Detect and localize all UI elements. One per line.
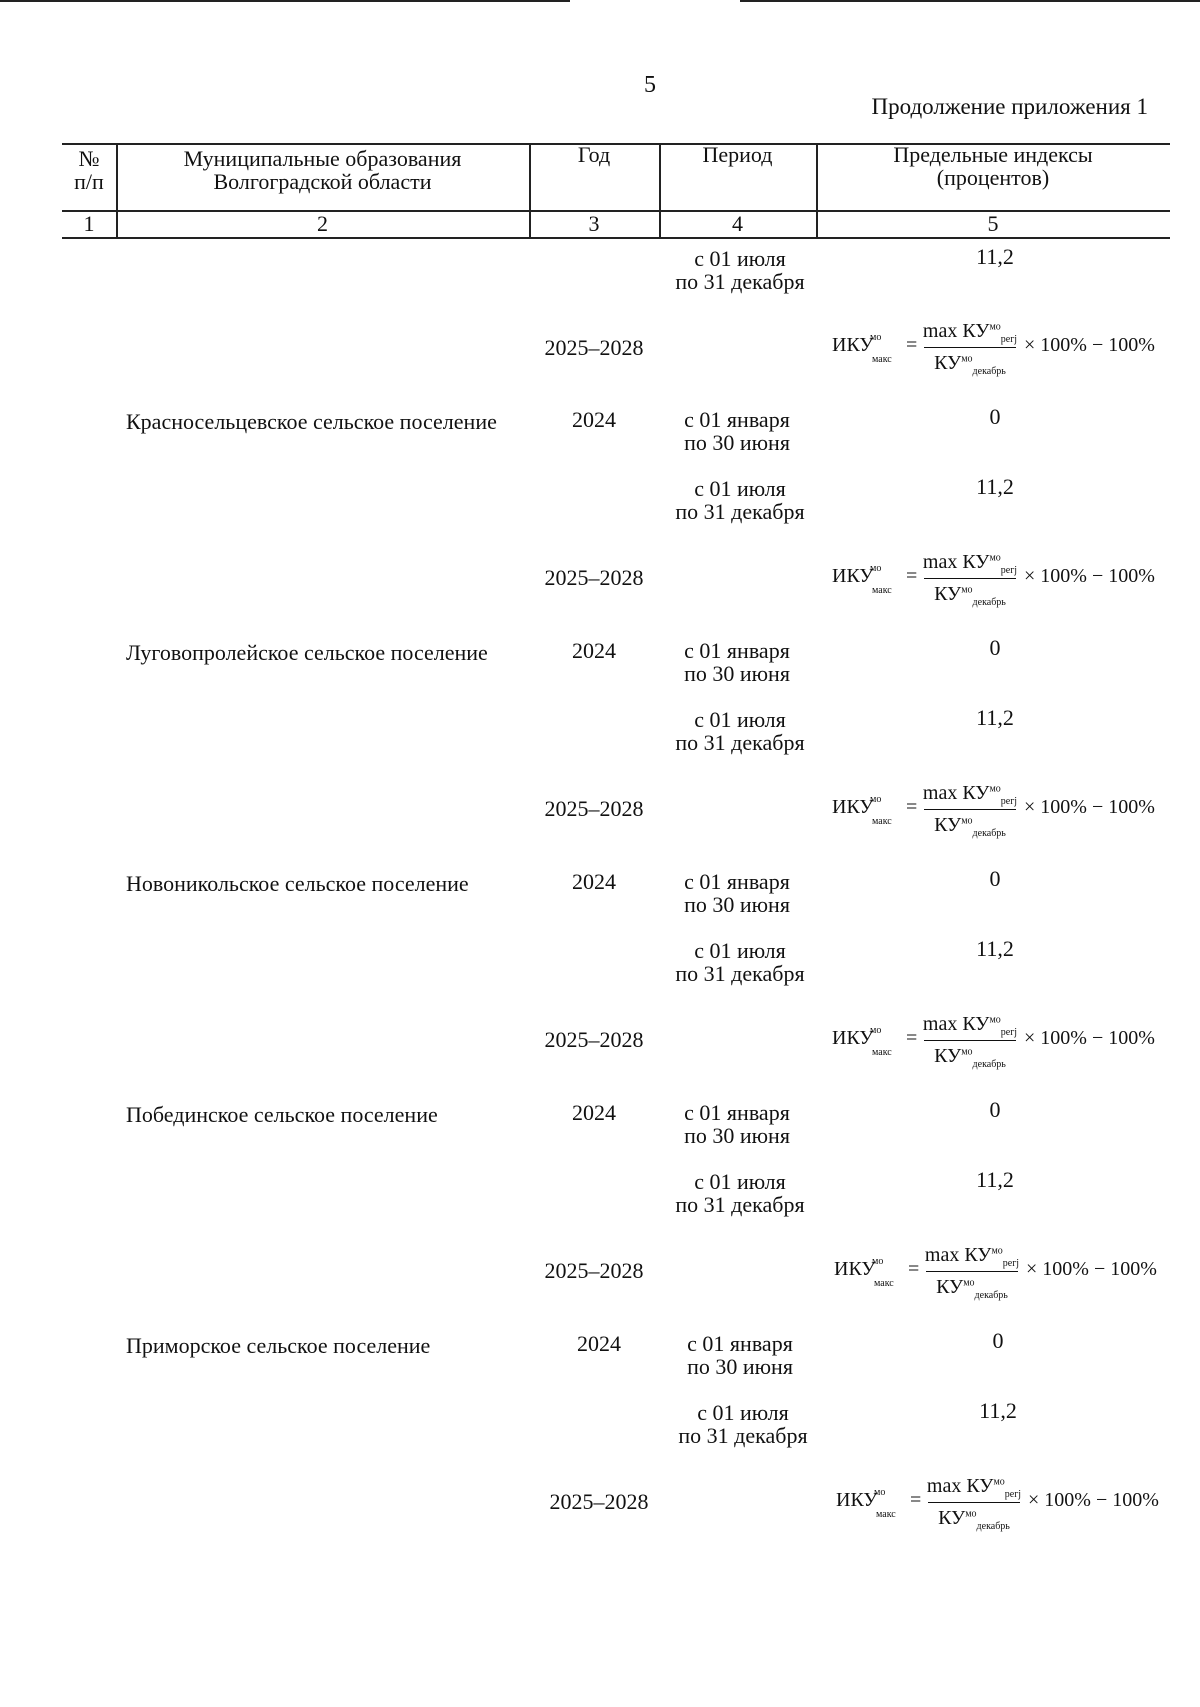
- period-line: по 31 декабря: [675, 961, 805, 986]
- column-number: 2: [317, 211, 328, 236]
- year-cell: 2024: [572, 869, 616, 894]
- period-line: по 30 июня: [684, 661, 790, 686]
- year-cell: 2024: [572, 1100, 616, 1125]
- period-line: с 01 января: [684, 407, 790, 432]
- formula-sub: макс: [874, 1278, 894, 1289]
- period-line: по 31 декабря: [675, 1192, 805, 1217]
- index-formula: [834, 1244, 1194, 1304]
- formula-sup: мо: [870, 563, 882, 574]
- formula-sup: мо: [870, 794, 882, 805]
- year-cell: 2025–2028: [544, 1027, 644, 1052]
- header-text: Волгоградской области: [213, 169, 432, 194]
- municipality-name: Приморское сельское поселение: [126, 1333, 431, 1358]
- header-text: Муниципальные образования: [183, 146, 462, 171]
- page-number: 5: [644, 72, 656, 98]
- formula-numerator: $\max КУ^{мо}_{регj}$: [924, 1244, 1020, 1269]
- municipality-name: Красносельцевское сельское поселение: [126, 409, 497, 434]
- column-number: 5: [987, 211, 999, 236]
- header-col-year: Год: [577, 142, 611, 167]
- year-cell: 2025–2028: [544, 565, 644, 590]
- formula-sup: мо: [874, 1487, 886, 1498]
- header-col-period: Период: [702, 142, 773, 167]
- municipality-name: Луговопролейское сельское поселение: [126, 640, 488, 665]
- formula-equals: =: [906, 1027, 918, 1049]
- formula-tail: × 100% − 100%: [1024, 796, 1155, 818]
- column-number: 3: [588, 211, 600, 236]
- index-value: 0: [989, 404, 1001, 429]
- period-line: с 01 января: [684, 1100, 790, 1125]
- formula-lhs: ИКУ: [834, 1258, 876, 1280]
- formula-denominator: $КУ^{мо}_{декабрь}$: [934, 352, 1006, 377]
- formula-lhs: ИКУ: [836, 1489, 878, 1511]
- period-line: по 30 июня: [684, 892, 790, 917]
- period-line: по 30 июня: [687, 1354, 793, 1379]
- formula-denominator: $КУ^{мо}_{декабрь}$: [934, 1045, 1006, 1070]
- fraction-bar: [928, 1502, 1020, 1503]
- index-value: 0: [989, 866, 1001, 891]
- index-formula: [836, 1475, 1196, 1535]
- municipality-name: Новоникольское сельское поселение: [126, 871, 469, 896]
- index-value: 11,2: [976, 244, 1014, 269]
- period-cell: [647, 1101, 827, 1147]
- index-formula: [832, 1013, 1192, 1073]
- period-line: по 30 июня: [684, 1123, 790, 1148]
- municipality-name: Побединское сельское поселение: [126, 1102, 438, 1127]
- formula-denominator: $КУ^{мо}_{декабрь}$: [936, 1276, 1008, 1301]
- formula-equals: =: [906, 796, 918, 818]
- period-line: с 01 июля: [694, 707, 786, 732]
- period-line: с 01 июля: [697, 1400, 789, 1425]
- formula-sub: макс: [876, 1509, 896, 1520]
- period-cell: [650, 477, 830, 523]
- formula-sub: макс: [872, 585, 892, 596]
- formula-lhs: ИКУ: [832, 796, 874, 818]
- formula-numerator: $\max КУ^{мо}_{регj}$: [922, 1013, 1018, 1038]
- formula-numerator: $\max КУ^{мо}_{регj}$: [926, 1475, 1022, 1500]
- formula-lhs: ИКУ: [832, 334, 874, 356]
- formula-sup: мо: [870, 1025, 882, 1036]
- header-text: п/п: [74, 169, 104, 194]
- period-cell: [647, 408, 827, 454]
- column-number: 1: [83, 211, 95, 236]
- formula-tail: × 100% − 100%: [1026, 1258, 1157, 1280]
- index-value: 11,2: [976, 936, 1014, 961]
- formula-sub: макс: [872, 816, 892, 827]
- year-cell: 2025–2028: [544, 1258, 644, 1283]
- formula-sup: мо: [872, 1256, 884, 1267]
- year-cell: 2024: [572, 407, 616, 432]
- formula-numerator: $\max КУ^{мо}_{регj}$: [922, 782, 1018, 807]
- index-value: 11,2: [976, 474, 1014, 499]
- year-cell: 2024: [577, 1331, 621, 1356]
- period-line: по 30 июня: [684, 430, 790, 455]
- fraction-bar: [924, 578, 1016, 579]
- year-cell: 2024: [572, 638, 616, 663]
- formula-tail: × 100% − 100%: [1024, 1027, 1155, 1049]
- formula-lhs: ИКУ: [832, 1027, 874, 1049]
- fraction-bar: [924, 1040, 1016, 1041]
- index-value: 0: [989, 1097, 1001, 1122]
- year-cell: 2025–2028: [549, 1489, 649, 1514]
- formula-denominator: $КУ^{мо}_{декабрь}$: [934, 814, 1006, 839]
- period-line: с 01 июля: [694, 1169, 786, 1194]
- period-line: с 01 января: [687, 1331, 793, 1356]
- period-line: по 31 декабря: [675, 730, 805, 755]
- index-formula: [832, 320, 1192, 380]
- period-cell: [647, 870, 827, 916]
- period-cell: [650, 247, 830, 293]
- period-cell: [650, 708, 830, 754]
- fraction-bar: [924, 809, 1016, 810]
- index-value: 0: [992, 1328, 1004, 1353]
- index-value: 0: [989, 635, 1001, 660]
- fraction-bar: [924, 347, 1016, 348]
- index-value: 11,2: [976, 705, 1014, 730]
- header-text: (процентов): [936, 165, 1050, 190]
- formula-numerator: $\max КУ^{мо}_{регj}$: [922, 320, 1018, 345]
- formula-denominator: $КУ^{мо}_{декабрь}$: [934, 583, 1006, 608]
- formula-equals: =: [908, 1258, 920, 1280]
- period-cell: [650, 939, 830, 985]
- formula-equals: =: [906, 334, 918, 356]
- formula-equals: =: [910, 1489, 922, 1511]
- column-number: 4: [732, 211, 743, 236]
- period-line: по 31 декабря: [675, 269, 805, 294]
- index-value: 11,2: [979, 1398, 1017, 1423]
- formula-equals: =: [906, 565, 918, 587]
- formula-sup: мо: [870, 332, 882, 343]
- formula-lhs: ИКУ: [832, 565, 874, 587]
- index-formula: [832, 782, 1192, 842]
- formula-denominator: $КУ^{мо}_{декабрь}$: [938, 1507, 1010, 1532]
- formula-tail: × 100% − 100%: [1024, 565, 1155, 587]
- index-value: 11,2: [976, 1167, 1014, 1192]
- period-line: с 01 июля: [694, 246, 786, 271]
- year-cell: 2025–2028: [544, 335, 644, 360]
- period-line: по 31 декабря: [675, 499, 805, 524]
- period-line: с 01 июля: [694, 476, 786, 501]
- formula-sub: макс: [872, 1047, 892, 1058]
- year-cell: 2025–2028: [544, 796, 644, 821]
- continuation-label: Продолжение приложения 1: [871, 94, 1148, 119]
- period-cell: [647, 639, 827, 685]
- header-text: №: [78, 146, 100, 171]
- formula-sub: макс: [872, 354, 892, 365]
- formula-tail: × 100% − 100%: [1024, 334, 1155, 356]
- period-line: с 01 января: [684, 638, 790, 663]
- period-cell: [650, 1332, 830, 1378]
- formula-numerator: $\max КУ^{мо}_{регj}$: [922, 551, 1018, 576]
- header-text: Предельные индексы: [893, 142, 1093, 167]
- fraction-bar: [926, 1271, 1018, 1272]
- formula-tail: × 100% − 100%: [1028, 1489, 1159, 1511]
- period-cell: [653, 1401, 833, 1447]
- period-line: по 31 декабря: [678, 1423, 808, 1448]
- period-line: с 01 января: [684, 869, 790, 894]
- index-formula: [832, 551, 1192, 611]
- period-line: с 01 июля: [694, 938, 786, 963]
- period-cell: [650, 1170, 830, 1216]
